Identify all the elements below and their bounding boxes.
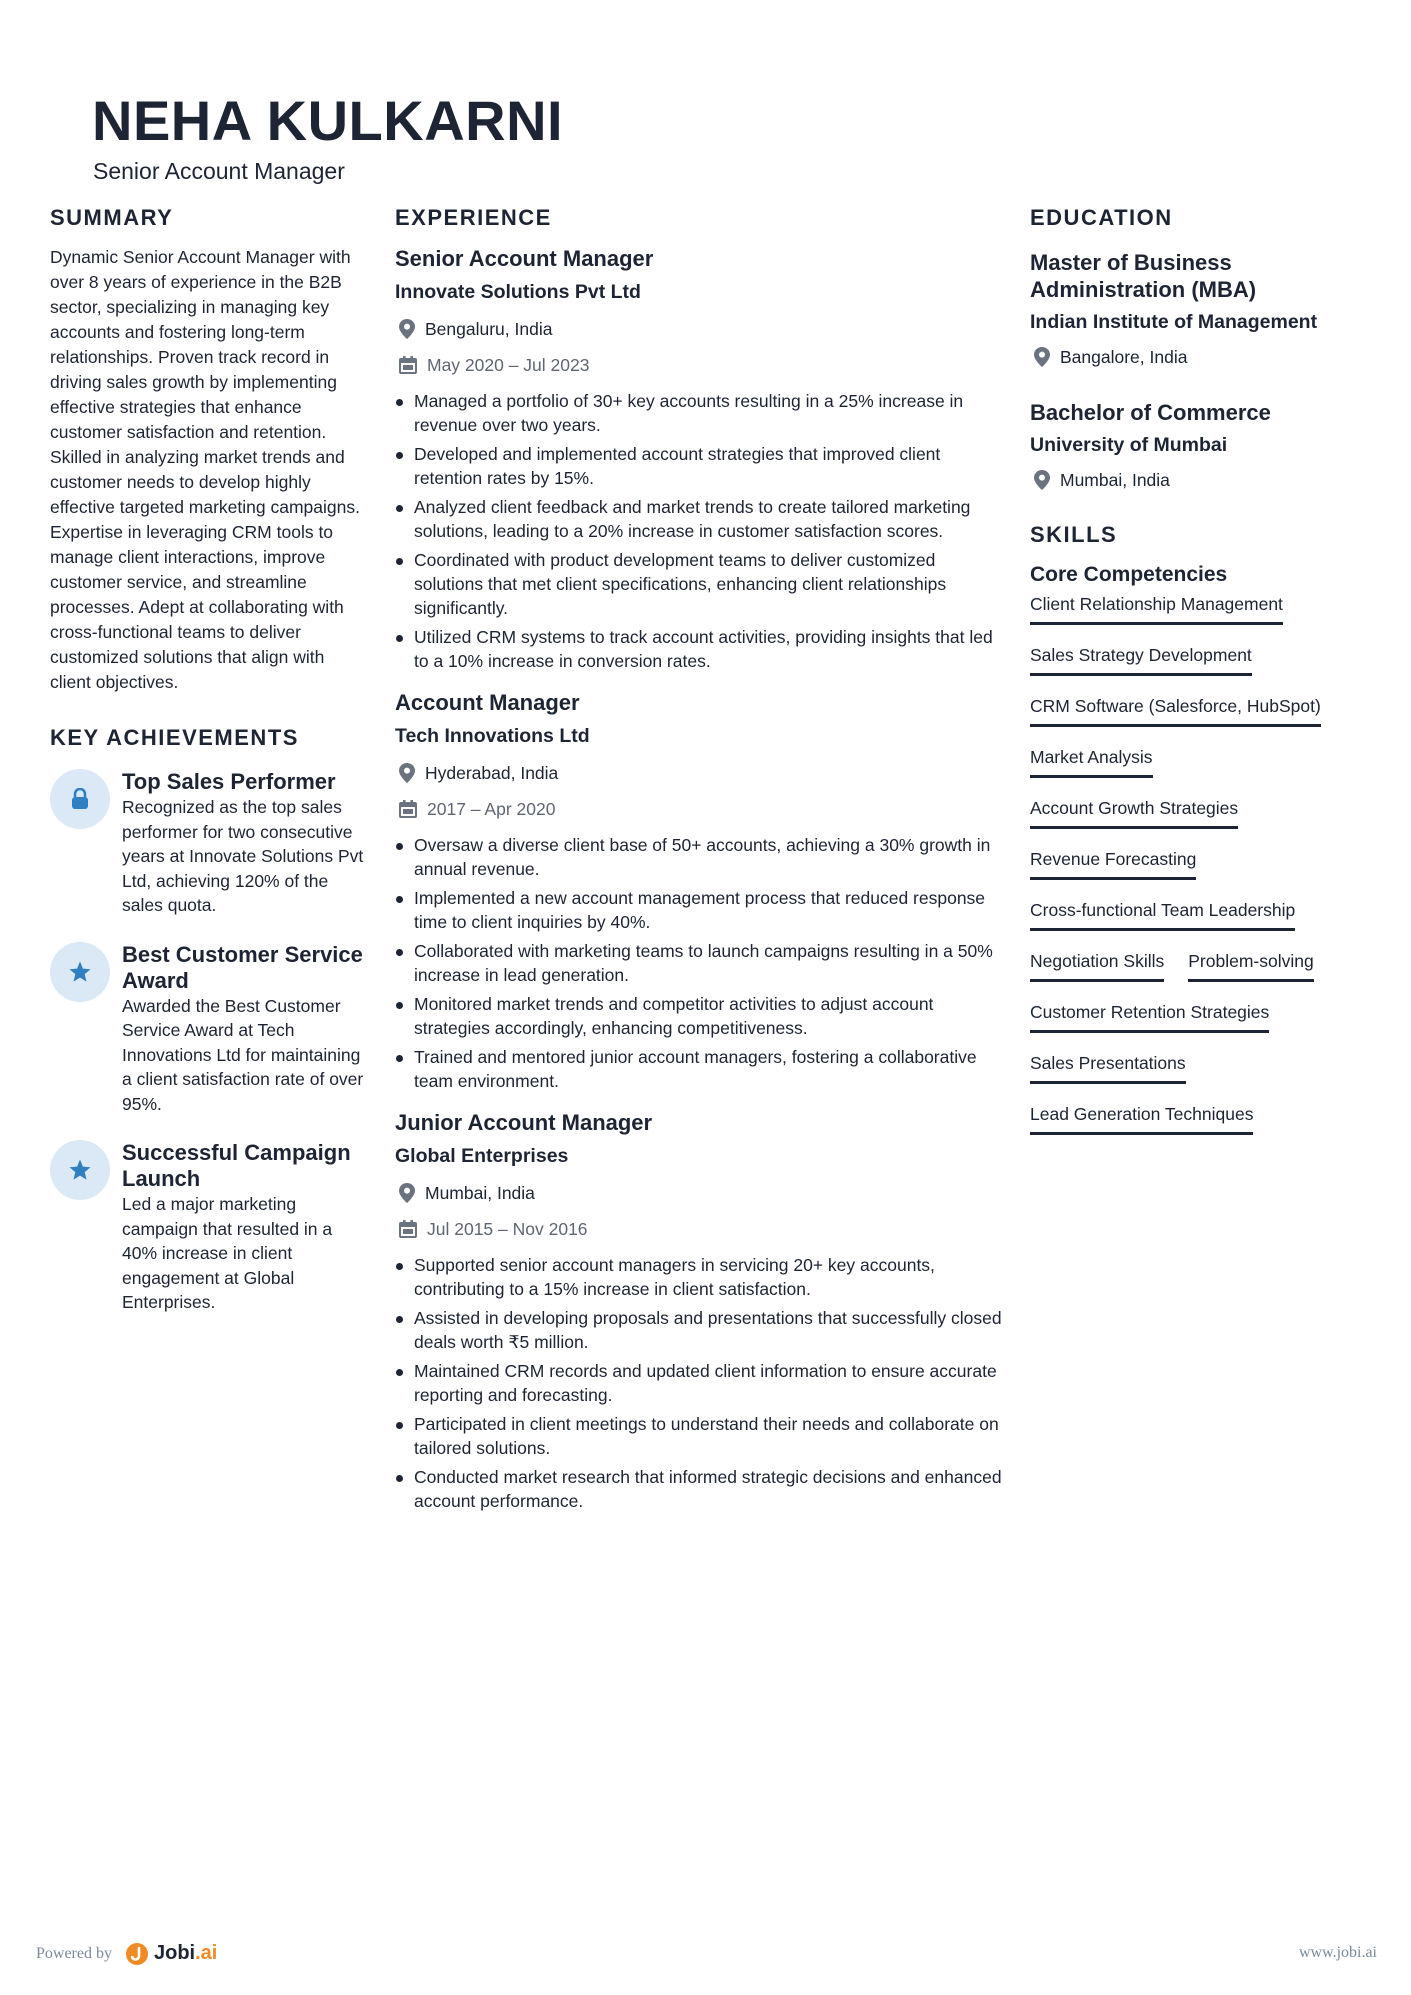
footer-url[interactable]: www.jobi.ai <box>1298 1944 1377 1961</box>
powered-by <box>36 1942 217 1965</box>
edu-location <box>1030 345 1370 369</box>
achievement-desc: Led a major marketing campaign that resulted in a 40% increase in client engagement at Global Enterprises. <box>122 1194 333 1312</box>
star-icon <box>50 1140 110 1200</box>
education-entry <box>1030 249 1370 369</box>
candidate-name: NEHA KULKARNI <box>92 89 564 152</box>
achievement-desc: Recognized as the top sales performer for two consecutive years at Innovate Solutions Pvt Ltd, achieving 120% of the sales quota. <box>122 797 364 915</box>
job-company: Innovate Solutions Pvt Ltd <box>395 281 641 303</box>
job-location <box>395 761 1005 785</box>
edu-location-text: Mumbai, India <box>1060 470 1170 490</box>
skills-subheading: Core Competencies <box>1030 563 1228 586</box>
job-title: Account Manager <box>395 690 580 715</box>
jobi-brand-main: Jobi <box>153 1942 196 1964</box>
job-dates <box>395 353 1005 377</box>
left-column <box>50 205 370 1339</box>
job-location <box>395 317 1005 341</box>
job-bullet: Collaborated with marketing teams to launch campaigns resulting in a 50% increase in lead generation. <box>395 939 1005 987</box>
achievement-title: Best Customer Service Award <box>122 941 363 993</box>
job-bullet: Coordinated with product development teams to deliver customized solutions that met client specifications, enhancing client relationships significantly. <box>395 548 1005 620</box>
job-entry <box>395 689 1005 1093</box>
achievements-section <box>50 725 370 1315</box>
skill-tag: Sales Strategy Development <box>1030 643 1252 676</box>
job-bullet: Participated in client meetings to understand their needs and collaborate on tailored solutions. <box>395 1412 1005 1460</box>
skill-tag: Market Analysis <box>1030 745 1153 778</box>
job-dates-text: 2017 – Apr 2020 <box>427 799 556 819</box>
job-title: Senior Account Manager <box>395 246 654 271</box>
location-pin-icon <box>399 1183 415 1203</box>
job-bullets <box>395 833 1005 1093</box>
summary-heading: SUMMARY <box>50 205 174 230</box>
achievement-item <box>50 769 370 918</box>
jobi-logo-icon <box>126 1943 148 1965</box>
skill-tag: Revenue Forecasting <box>1030 847 1196 880</box>
skill-tag: Client Relationship Management <box>1030 592 1283 625</box>
job-dates-text: May 2020 – Jul 2023 <box>427 355 590 375</box>
calendar-icon <box>399 356 417 374</box>
job-bullet: Supported senior account managers in servicing 20+ key accounts, contributing to a 15% increase in client satisfaction. <box>395 1253 1005 1301</box>
skill-tag: CRM Software (Salesforce, HubSpot) <box>1030 694 1321 727</box>
job-dates-text: Jul 2015 – Nov 2016 <box>427 1219 588 1239</box>
skills-list <box>1030 592 1370 1153</box>
edu-school: University of Mumbai <box>1030 434 1228 456</box>
summary-text: Dynamic Senior Account Manager with over 8 years of experience in the B2B sector, specializing in managing key accounts and fostering long-term relationships. Proven track record in driving sales growth by implementing effective strategies that enhance customer satisfaction and retention. Skilled in analyzing market trends and customer needs to develop highly effective targeted marketing campaigns. Expertise in leveraging CRM tools to manage client interactions, improve customer service, and streamline processes. Adept at collaborating with cross-functional teams to deliver customized solutions that align with client objectives. <box>50 247 360 692</box>
job-bullet: Implemented a new account management process that reduced response time to client inquiries by 40%. <box>395 886 1005 934</box>
edu-school: Indian Institute of Management <box>1030 311 1318 333</box>
job-dates <box>395 1217 1005 1241</box>
job-bullets <box>395 389 1005 673</box>
star-icon <box>50 942 110 1002</box>
job-location-text: Hyderabad, India <box>425 763 559 783</box>
powered-by-label: Powered by <box>36 1944 112 1962</box>
job-bullet: Developed and implemented account strategies that improved client retention rates by 15%. <box>395 442 1005 490</box>
job-bullet: Managed a portfolio of 30+ key accounts resulting in a 25% increase in revenue over two years. <box>395 389 1005 437</box>
job-bullet: Maintained CRM records and updated client information to ensure accurate reporting and forecasting. <box>395 1359 1005 1407</box>
achievements-heading: KEY ACHIEVEMENTS <box>50 725 299 750</box>
education-section <box>1030 205 1370 492</box>
location-pin-icon <box>1034 347 1050 367</box>
achievement-item <box>50 1140 370 1315</box>
location-pin-icon <box>399 763 415 783</box>
candidate-role: Senior Account Manager <box>93 158 345 184</box>
jobi-brand-suffix: .ai <box>195 1942 218 1964</box>
job-entry <box>395 245 1005 673</box>
lock-icon <box>50 769 110 829</box>
location-pin-icon <box>399 319 415 339</box>
job-bullet: Trained and mentored junior account managers, fostering a collaborative team environment. <box>395 1045 1005 1093</box>
skills-heading: SKILLS <box>1030 522 1118 547</box>
job-location <box>395 1181 1005 1205</box>
experience-section <box>395 205 1005 1529</box>
education-entry <box>1030 399 1370 492</box>
job-bullet: Assisted in developing proposals and presentations that successfully closed deals worth ₹5 million. <box>395 1306 1005 1354</box>
job-title: Junior Account Manager <box>395 1110 653 1135</box>
edu-degree: Master of Business Administration (MBA) <box>1030 250 1257 302</box>
achievement-item <box>50 942 370 1117</box>
job-bullet: Utilized CRM systems to track account activities, providing insights that led to a 10% increase in conversion rates. <box>395 625 1005 673</box>
job-location-text: Mumbai, India <box>425 1183 535 1203</box>
job-dates <box>395 797 1005 821</box>
achievement-title: Successful Campaign Launch <box>122 1140 351 1191</box>
summary-section <box>50 205 370 695</box>
calendar-icon <box>399 1220 417 1238</box>
edu-location-text: Bangalore, India <box>1060 347 1188 367</box>
experience-heading: EXPERIENCE <box>395 205 552 230</box>
job-bullet: Monitored market trends and competitor activities to adjust account strategies accordingly, enhancing competitiveness. <box>395 992 1005 1040</box>
skill-tag: Account Growth Strategies <box>1030 796 1238 829</box>
achievement-title: Top Sales Performer <box>122 769 336 794</box>
job-bullet: Analyzed client feedback and market trends to create tailored marketing solutions, leading to a 20% increase in customer satisfaction scores. <box>395 495 1005 543</box>
right-column <box>1030 205 1370 1153</box>
edu-degree: Bachelor of Commerce <box>1030 400 1271 425</box>
job-location-text: Bengaluru, India <box>425 319 553 339</box>
jobi-brand[interactable] <box>154 1942 217 1965</box>
education-heading: EDUCATION <box>1030 205 1173 230</box>
job-bullet: Oversaw a diverse client base of 50+ accounts, achieving a 30% growth in annual revenue. <box>395 833 1005 881</box>
achievement-desc: Awarded the Best Customer Service Award at Tech Innovations Ltd for maintaining a client satisfaction rate of over 95%. <box>122 995 364 1114</box>
skills-section <box>1030 522 1370 1153</box>
skill-tag: Problem-solving <box>1188 949 1313 982</box>
job-bullets <box>395 1253 1005 1513</box>
skill-tag: Customer Retention Strategies <box>1030 1000 1269 1033</box>
skill-tag: Negotiation Skills <box>1030 949 1164 982</box>
job-company: Global Enterprises <box>395 1145 569 1167</box>
skill-tag: Sales Presentations <box>1030 1051 1186 1084</box>
job-bullet: Conducted market research that informed strategic decisions and enhanced account performance. <box>395 1465 1005 1513</box>
location-pin-icon <box>1034 470 1050 490</box>
job-company: Tech Innovations Ltd <box>395 725 590 747</box>
skill-tag: Lead Generation Techniques <box>1030 1102 1253 1135</box>
edu-location <box>1030 468 1370 492</box>
calendar-icon <box>399 800 417 818</box>
job-entry <box>395 1109 1005 1513</box>
skill-tag: Cross-functional Team Leadership <box>1030 898 1295 931</box>
